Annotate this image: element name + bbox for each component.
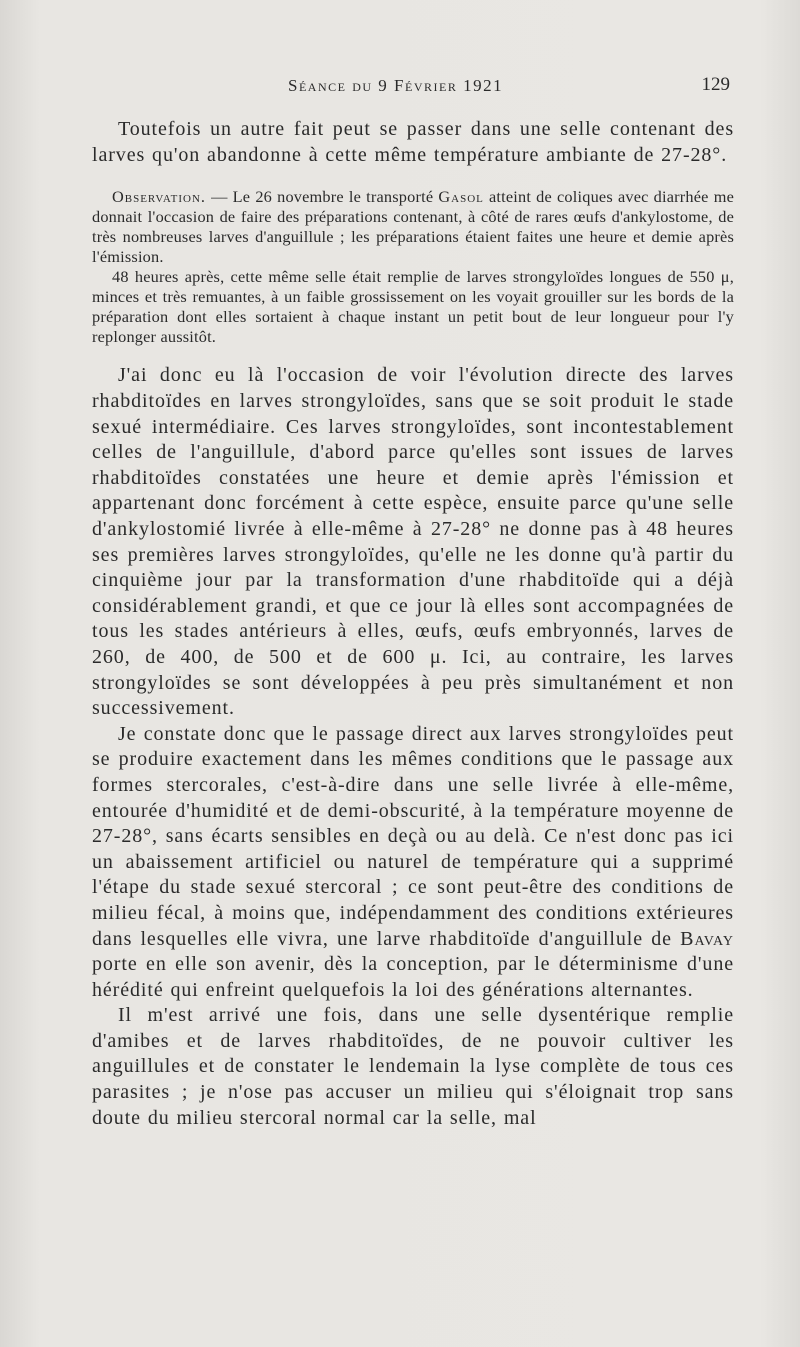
- paragraph-text: porte en elle son avenir, dès la conception, par le déterminisme d'une hérédité qui enfreint quelquefois la loi des générations alternantes.: [92, 953, 734, 1001]
- observation-label: Observation.: [112, 187, 206, 207]
- page-header: [92, 74, 730, 98]
- paragraph: [92, 722, 734, 1004]
- page-number: 129: [701, 74, 730, 95]
- observation-text: atteint de coliques avec diarrhée me donnait l'occasion de faire des préparations contenant, à côté de rares œufs d'ankylostome, de très nombreuses larves d'anguillule ; les préparations étaient faites une heure et demie après l'émission.: [92, 187, 734, 266]
- observation-paragraph: 48 heures après, cette même selle était remplie de larves strongyloïdes longues de 550 μ, minces et très remuantes, à un faible grossissement on les voyait grouiller sur les bords de la préparation dont elles sortaient à chaque instant un petit bout de leur longueur pour l'y replonger aussitôt.: [92, 266, 734, 346]
- observation-paragraph: [92, 187, 734, 267]
- observation-text: — Le 26 novembre le transporté: [205, 187, 439, 207]
- observation-block: [92, 187, 734, 346]
- author-name: Bavay: [680, 927, 734, 950]
- paragraph-text: Je constate donc que le passage direct aux larves strongyloïdes peut se produire exactement dans les mêmes conditions que le passage aux formes stercorales, c'est-à-dire dans une selle livrée à elle-même, entourée d'humidité et de demi-obscurité, à la température moyenne de 27-28°, sans écarts sensibles en deçà ou au delà. Ce n'est donc pas ici un abaissement artificiel ou naturel de température qui a supprimé l'étape du stade sexué stercoral ; ce sont peut-être des conditions de milieu fécal, à moins que, indépendamment des conditions extérieures dans lesquelles elle vivra, une larve rhabditoïde d'anguillule de: [92, 722, 734, 950]
- body-text: [92, 117, 734, 1131]
- paragraph: J'ai donc eu là l'occasion de voir l'évolution directe des larves rhabditoïdes en larves strongyloïdes, sans que se soit produit le stade sexué intermédiaire. Ces larves strongyloïdes, sont incontestablement celles de l'anguillule, d'abord parce qu'elles sont issues de larves rhabditoïdes constatées une heure et demie après l'émission et appartenant donc forcément à cette espèce, ensuite parce qu'une selle d'ankylostomié livrée à elle-même à 27-28° ne donne pas à 48 heures ses premières larves strongyloïdes, qu'elle ne les donne qu'à partir du cinquième jour par la transformation d'une rhabditoïde qui a déjà considérablement grandi, et que ce jour là elles sont accompagnées de tous les stades antérieurs à elles, œufs, œufs embryonnés, larves de 260, de 400, de 500 et de 600 μ. Ici, au contraire, les larves strongyloïdes se sont développées à peu près simultanément et non successivement.: [92, 364, 734, 720]
- spacer: [92, 346, 734, 363]
- patient-name: Gasol: [438, 187, 484, 207]
- running-title: Séance du 9 Février 1921: [288, 76, 504, 95]
- paragraph: Il m'est arrivé une fois, dans une selle dysentérique remplie d'amibes et de larves rhabditoïdes, de ne pouvoir cultiver les anguillules et de constater le lendemain la lyse complète de tous ces parasites ; je n'ose pas accuser un milieu qui s'éloignait trop sans doute du milieu stercoral normal car la selle, mal: [92, 1004, 734, 1129]
- paragraph: Toutefois un autre fait peut se passer dans une selle contenant des larves qu'on abandonne à cette même température ambiante de 27-28°.: [92, 118, 734, 166]
